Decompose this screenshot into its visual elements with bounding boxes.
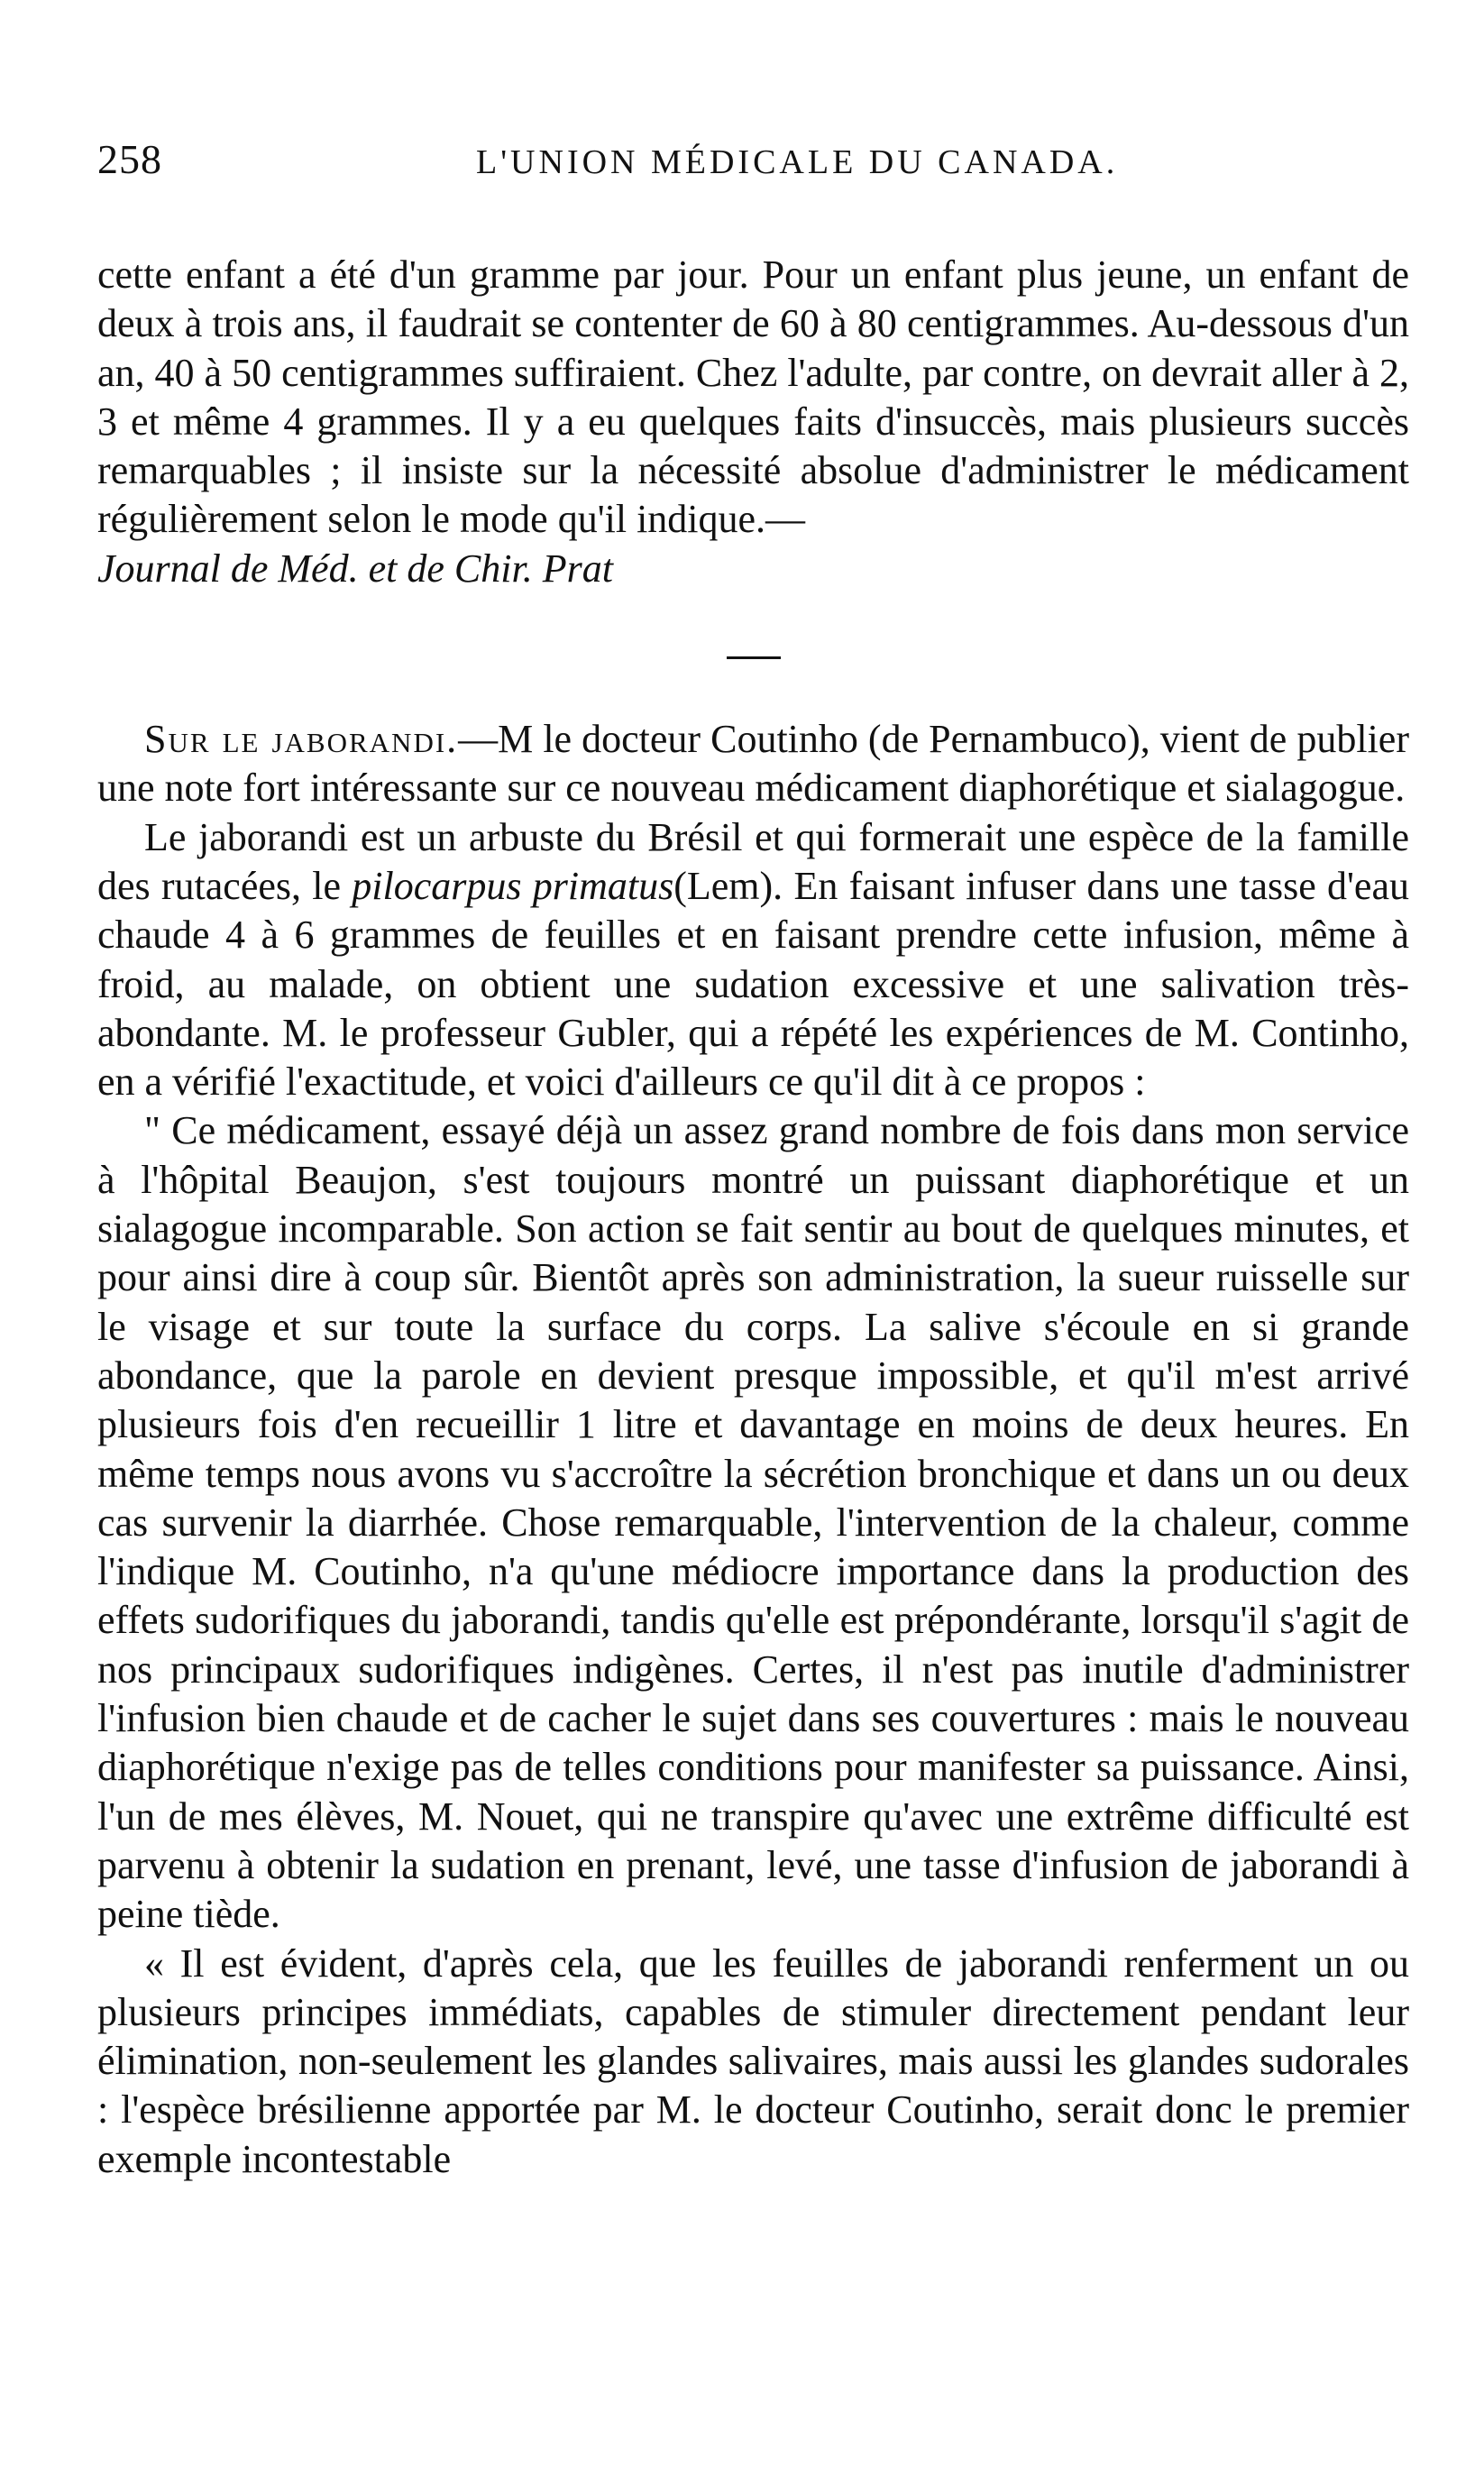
running-head xyxy=(97,135,1409,198)
section-title: Sur le jaborandi. xyxy=(144,717,459,762)
book-page xyxy=(97,135,1409,2184)
gubler-quote-paragraph: " Ce médicament, essayé déjà un assez grand nombre de fois dans mon service à l'hôpital Beaujon, s'est toujours montré un puissant diaphorétique et un sialagogue incomparable. Son action se fait sentir au bout de quelques minutes, et pour ainsi dire à coup sûr. Bientôt après son administration, la sueur ruisselle sur le visage et sur toute la surface du corps. La salive s'écoule en si grande abondance, que la parole en devient presque impossible, et qu'il m'est arrivé plusieurs fois d'en recueillir 1 litre et davantage en moins de deux heures. En même temps nous avons vu s'accroître la sécrétion bronchique et dans un ou deux cas survenir la diarrhée. Chose remarquable, l'intervention de la chaleur, comme l'indique M. Coutinho, n'a qu'une médiocre importance dans la production des effets sudorifiques du jaborandi, tandis qu'elle est prépondérante, lorsqu'il s'agit de nos principaux sudorifiques indigènes. Certes, il n'est pas inutile d'administrer l'infusion bien chaude et de cacher le sujet dans ses couvertures : mais le nouveau diaphorétique n'exige pas de telles conditions pour manifester sa puissance. Ainsi, l'un de mes élèves, M. Nouet, qui ne transpire qu'avec une extrême difficulté est parvenu à obtenir la sudation en prenant, levé, une tasse d'infusion de jaborandi à peine tiède. xyxy=(97,1108,1409,1937)
section-intro-text: —M le docteur Coutinho (de Pernambuco), vient de publier une note fort intéressante sur ce nouveau médicament diaphorétique et sialagogue. xyxy=(97,717,1409,811)
journal-title: L'UNION MÉDICALE DU CANADA. xyxy=(476,143,1119,181)
section-separator xyxy=(727,656,781,659)
section-intro-paragraph xyxy=(97,715,1409,813)
continued-paragraph-text: cette enfant a été d'un gramme par jour. Pour un enfant plus jeune, un enfant de deux à trois ans, il faudrait se contenter de 60 à 80 centigrammes. Au-dessous d'un an, 40 à 50 centigrammes suffiraient. Chez l'adulte, par contre, on devrait aller à 2, 3 et même 4 grammes. Il y a eu quelques faits d'insuccès, mais plusieurs succès remarquables ; il insiste sur la nécessité absolue d'administrer le médicament régulièrement selon le mode qu'il indique.— xyxy=(97,252,1409,542)
page-number: 258 xyxy=(97,136,162,182)
gubler-quote-continuation: « Il est évident, d'après cela, que les feuilles de jaborandi renferment un ou plusieurs principes immédiats, capables de stimuler directement pendant leur élimination, non-seulement les glandes salivaires, mais aussi les glandes sudorales : l'espèce brésilienne apportée par M. le docteur Coutinho, serait donc le premier exemple incontestable xyxy=(97,1940,1409,2181)
continued-paragraph xyxy=(97,251,1409,593)
species-name: pilocarpus primatus xyxy=(352,863,674,908)
source-citation: Journal de Méd. et de Chir. Prat xyxy=(97,546,613,591)
description-text-after: (Lem). En faisant infuser dans une tasse d'eau chaude 4 à 6 grammes de feuilles et en faisant prendre cette infusion, même à froid, au malade, on obtient une sudation excessive et une salivation très-abondante. M. le professeur Gubler, qui a répété les expériences de M. Continho, en a vérifié l'exactitude, et voici d'ailleurs ce qu'il dit à ce propos : xyxy=(97,863,1409,1105)
article-body xyxy=(97,251,1409,2184)
description-text-before: Le jaborandi est un arbuste du Brésil et qui formerait une espèce de la famille des rutacées, le xyxy=(97,814,1409,908)
jaborandi-description-paragraph xyxy=(97,813,1409,1107)
